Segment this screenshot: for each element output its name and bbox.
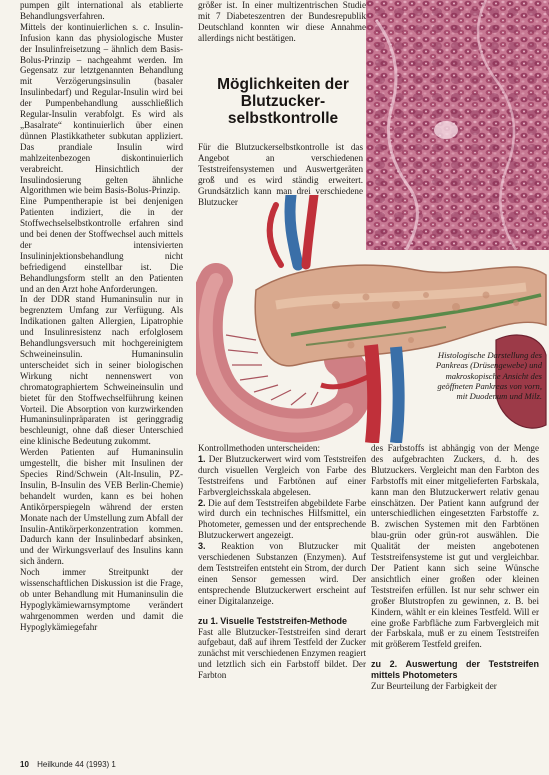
paragraph: Eine Pumpentherapie ist bei denjenigen Patienten indiziert, die in der Stoffwechselselbstkontrolle erfahren sind und bei denen der Stoffwechsel auch mittels der intensivierten Insulininjektionsbehandlung nicht befriedigend einstellbar ist. Die Behandlungsform stellt an den Patienten und an den Arzt hohe Anforderungen. [20,196,183,294]
pancreas-graphic [196,195,549,443]
paragraph: Kontrollmethoden unterscheiden: [198,443,320,453]
paragraph: In der DDR stand Humaninsulin nur in begrenztem Umfang zur Verfügung. Als Indikationen galten Allergien, Lipatrophie und Insulinresistenz nach erfolglosem Behandlungsversuch mit hochgereinigtem Schweineinsulin. Humaninsulin unterscheidet sich in seiner biologischen Wirkung nicht nennenswert von chromatographiertem Schweineinsulin und bietet für den Stoffwechselführung keinen Vorteil. Die Absorption von kurzwirkenden Humaninsulinpräparaten ist geringgradig beschleunigt, ohne daß dieser Unterschied eine klinische Bedeutung zukommt. [20,294,183,447]
list-item [198,498,366,542]
column-middle-top [198,0,366,70]
list-number: 3. [198,541,206,552]
paragraph: Fast alle Blutzucker-Teststreifen sind derart aufgebaut, daß auf ihrem Testfeld der Zucker zunächst mit verschiedenen Enzymen reagiert und letztlich sich ein Farbstoff bildet. Der Farbton [198,626,366,681]
section-subheading [198,616,366,627]
list-number: 2. [198,497,206,508]
list-item [198,454,366,498]
list-text: Die auf dem Teststreifen abgebildete Farbe wird durch ein technisches Hilfsmittel, ein Photometer, gemessen und der entsprechende Blutzuckerwert angezeigt. [198,497,366,541]
article-heading: Möglichkeiten der Blutzucker-selbstkontrolle [217,76,349,127]
list-text: Der Blutzuckerwert wird vom Teststreifen durch visuellen Vergleich von Farbe des Teststreifens und Farbtönen auf einer Farbvergleichsskala abgelesen. [198,453,366,497]
column-left [20,0,183,758]
subheading-number: zu 2. [371,659,398,670]
column-right-bottom [371,443,539,758]
list-number: 1. [198,453,206,464]
page-footer [20,760,320,769]
paragraph: Werden Patienten auf Humaninsulin umgestellt, die bisher mit Insulinen der Species Rind/Schwein (Alt-Insulin, PZ-Insulin, B-Insulin des VEB Berlin-Chemie) behandelt wurden, kann es bei hohen Antikörperspiegeln während der ersten Monate nach der Umstellung zum Abfall der Insulin-Antikörperkonzentration kommen. Dadurch kann der Insulinbedarf absinken, und der Wirkungsverlauf des Insulins kann sich ändern. [20,447,183,567]
paragraph: pumpen gilt international als etablierte Behandlungsverfahren. [20,0,183,21]
list-text: Reaktion von Blutzucker mit verschiedenen Substanzen (Enzymen). Auf dem Teststreifen entsteht ein Strom, der durch einen Sensor gemessen wird. Der entsprechende Blutzuckerwert erscheint auf einer Digitalanzeige. [198,541,366,606]
page-number: 10 [20,760,29,769]
paragraph: Zur Beurteilung der Farbigkeit der [371,681,497,692]
subheading-number: zu 1. [198,615,219,626]
paragraph: Mittels der kontinuierlichen s. c. Insulin-Infusion kann das physiologische Muster der Insulinfreisetzung – ähnlich dem Basis-Bolus-Prinzip – nachgeahmt werden. Im Gegensatz zur letztgenannten Behandlung mit Verzögerungsinsulin (basaler Insulinbedarf) und Regular-Insulin wird bei der Pumpenbehandlung ausschließlich Regular-Insulin verabfolgt. Es wird als „Basalrate“ kontinuierlich über einen dünnen Plastikkatheter subkutan appliziert. Das prandiale Insulin wird mahlzeitenbezogen diskontinuierlich verabreicht. Hinsichtlich der Insulindosierung gelten ähnliche Algorithmen wie beim Basis-Bolus-Prinzip. [20,21,183,196]
paragraph: des Farbstoffs ist abhängig von der Menge des aufgebrachten Zuckers, d. h. des Blutzuckers. Vergleicht man den Farbton des Farbstoffs mit einer mitgelieferten Farbskala, kann man den Blutzuckerwert relativ genau einschätzen. Der Patient kann aufgrund der unterschiedlichen eingesetzten Farbstoffe z. B. zwischen Systemen mit den Farbtönen blau-grün oder grün-rot auswählen. Die Qualität der meisten angebotenen Teststreifensysteme ist gut und vergleichbar. Der Patient kann sich seine Wünsche ansichtlich einer großen oder kleinen Teststreifen erfüllen. Ist nur sehr schwer ein großer Blutstropfen zu gewinnen, z. B. bei Kindern, wählt er ein kleines Testfeld. Will er eine große Farbfläche zum Farbvergleich mit der Farbskala, muß er zu einem Teststreifen mit größerem Testfeld greifen. [371,443,539,650]
pancreas-illustration [196,195,549,443]
journal-reference: Heilkunde 44 (1993) 1 [37,760,116,769]
paragraph: größer ist. In einer multizentrischen Studie mit 7 Diabeteszentren der Bundesrepublik Deutschland konnten wir diese Annahme allerdings nicht bestätigen. [198,0,366,43]
paragraph: Noch immer Streitpunkt der wissenschaftlichen Diskussion ist die Frage, ob unter Behandlung mit Humaninsulin die Hypoglykämiewarnsymptome verändert wahrgenommen werden und damit die Hypoglykämiegefahr [20,567,183,632]
column-middle-bottom [198,443,366,758]
subheading-title: Visuelle Teststreifen-Methode [220,615,347,626]
figure-caption: Histologische Darstellung des Pankreas (Drüsengewebe) und makroskopische Ansicht des geöffneten Pankreas von vorn, mit Duodenum und Milz. [435,350,542,402]
subheading-title: Auswertung der Teststreifen mittels Photometers [371,659,539,681]
list-item [198,541,366,606]
section-subheading [371,659,539,681]
intro-text: Für die Blutzuckerselbstkontrolle ist das Angebot an verschiedenen Teststreifensystemen und Auswertgeräten groß und es wird ständig erweitert. Grundsätzlich kann man drei verschiedene Blutzucker [198,142,363,207]
